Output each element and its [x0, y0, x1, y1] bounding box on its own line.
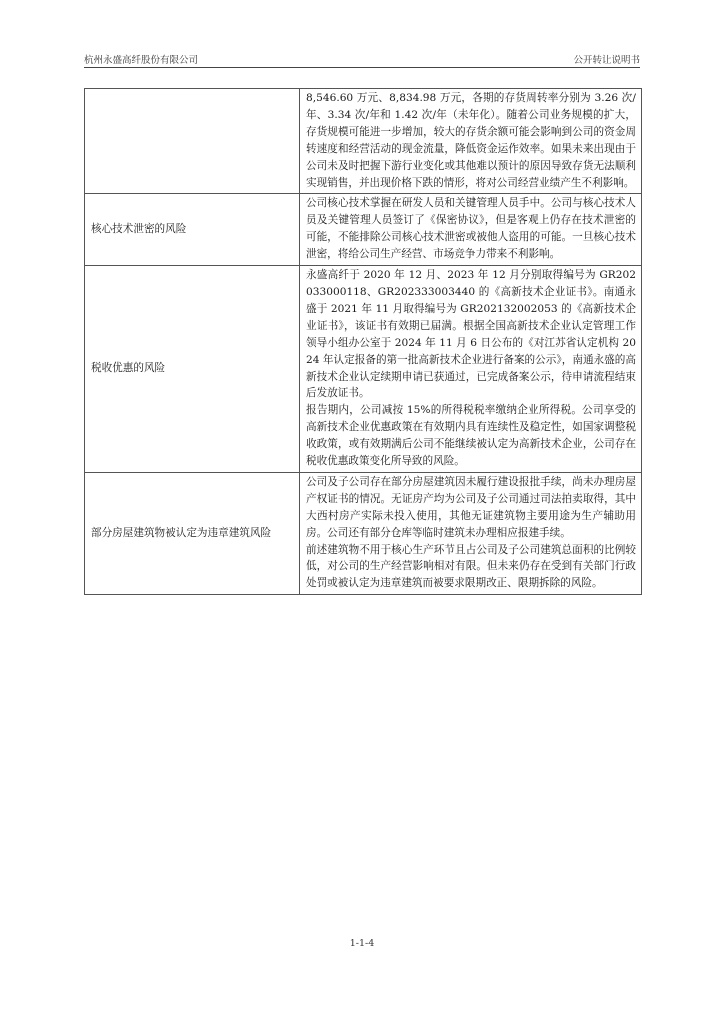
risk-name-cell: 税收优惠的风险	[85, 266, 300, 473]
risk-name-cell	[85, 89, 300, 194]
page-header	[84, 52, 640, 66]
risk-description-paragraph: 公司及子公司存在部分房屋建筑因未履行建设报批手续，尚未办理房屋产权证书的情况。无证房产均为公司及子公司通过司法拍卖取得，其中大西村房产实际未投入使用，其他无证建筑物主要用途为生产辅助用房。公司还有部分仓库等临时建筑未办理相应报建手续。	[306, 475, 636, 539]
header-document-title: 公开转让说明书	[573, 55, 640, 66]
risk-description-cell	[300, 194, 642, 266]
risk-description-paragraph: 报告期内，公司减按 15%的所得税税率缴纳企业所得税。公司享受的高新技术企业优惠政策在有效期内具有连续性及稳定性，如国家调整税收政策，或有效期满后公司不能继续被认定为高新技术企业，公司存在税收优惠政策变化所导致的风险。	[306, 404, 636, 468]
risk-description-paragraph: 永盛高纤于 2020 年 12 月、2023 年 12 月分别取得编号为 GR202033000118、GR202333003440 的《高新技术企业证书》。南通永盛于 2021 年 11 月取得编号为 GR202132002053 的《高新技术企业证书》，该证书有效期已届满。根据全国高新技术企业认定管理工作领导小组办公室于 2024 年 11 月 6 日公布的《对江苏省认定机构 2024 年认定报备的第一批高新技术企业进行备案的公示》，南通永盛的高新技术企业认定续期申请已获通过，已完成备案公示，待申请流程结束后发放证书。	[306, 269, 636, 400]
risk-description-paragraph: 8,546.60 万元、8,834.98 万元，各期的存货周转率分别为 3.26 次/年、3.34 次/年和 1.42 次/年（未年化）。随着公司业务规模的扩大，存货规模可能进一步增加，较大的存货余额可能会影响到公司的资金周转速度和经营活动的现金流量，降低资金运作效率。如果未来出现由于公司未及时把握下游行业变化或其他难以预计的原因导致存货无法顺利实现销售，并出现价格下跌的情形，将对公司经营业绩产生不利影响。	[306, 92, 636, 189]
risk-description-cell	[300, 266, 642, 473]
risk-row	[85, 266, 642, 473]
risk-row	[85, 194, 642, 266]
page-number: 1-1-4	[349, 938, 375, 949]
risk-table	[84, 88, 642, 595]
risk-description-cell	[300, 89, 642, 194]
risk-name-cell: 部分房屋建筑物被认定为违章建筑风险	[85, 472, 300, 594]
header-divider	[84, 67, 640, 68]
header-company-name: 杭州永盛高纤股份有限公司	[84, 55, 199, 66]
risk-description-paragraph: 公司核心技术掌握在研发人员和关键管理人员手中。公司与核心技术人员及关键管理人员签订了《保密协议》，但是客观上仍存在技术泄密的可能，不能排除公司核心技术泄密或被他人盗用的可能。一旦核心技术泄密，将给公司生产经营、市场竞争力带来不利影响。	[306, 197, 636, 261]
risk-row	[85, 472, 642, 594]
risk-description-cell	[300, 472, 642, 594]
risk-row	[85, 89, 642, 194]
risk-table-body	[85, 89, 642, 595]
risk-name-cell: 核心技术泄密的风险	[85, 194, 300, 266]
risk-description-paragraph: 前述建筑物不用于核心生产环节且占公司及子公司建筑总面积的比例较低，对公司的生产经营影响相对有限。但未来仍存在受到有关部门行政处罚或被认定为违章建筑而被要求限期改正、限期拆除的风险。	[306, 543, 636, 590]
